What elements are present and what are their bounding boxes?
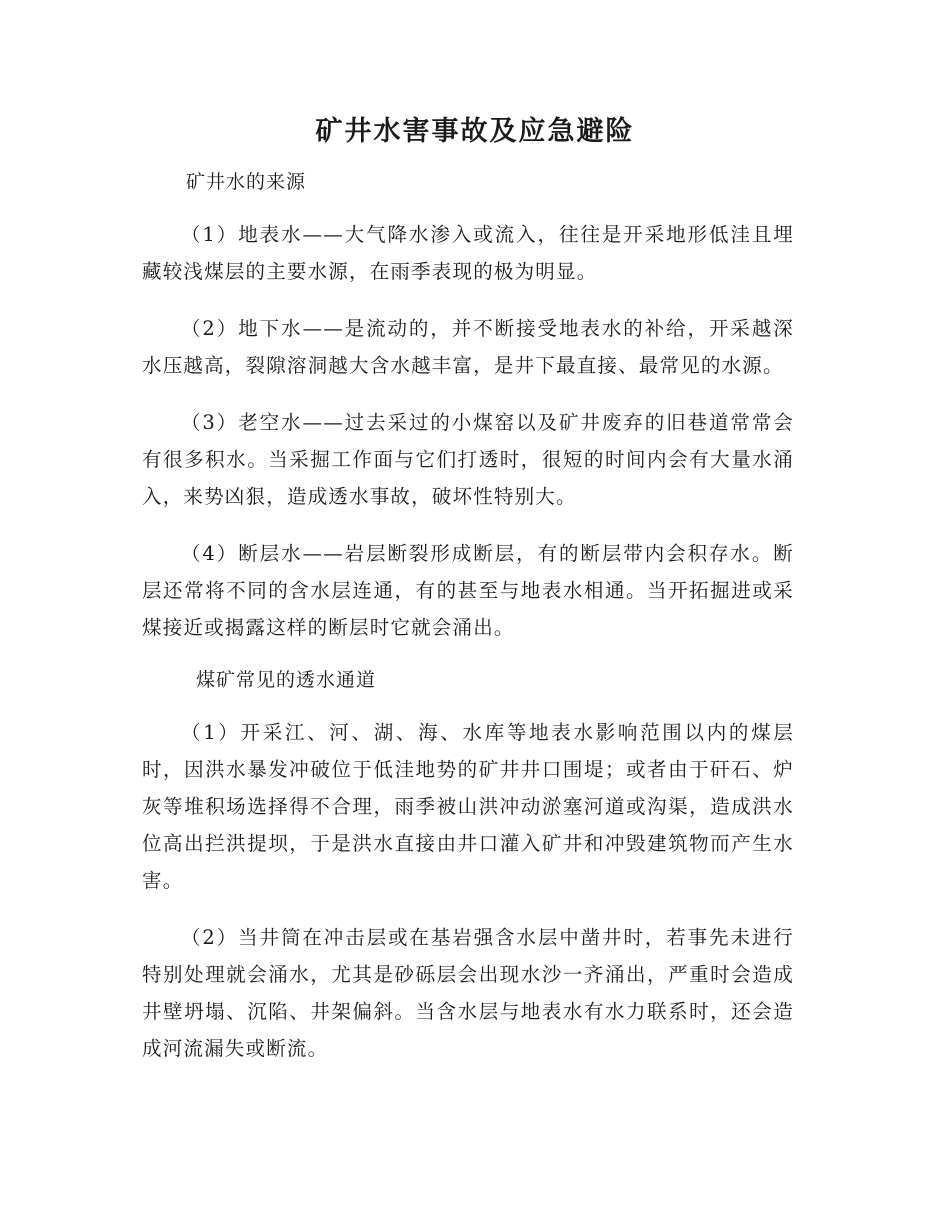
section-heading-water-sources: 矿井水的来源 xyxy=(186,171,307,193)
document-title: 矿井水害事故及应急避险 xyxy=(315,116,635,147)
paragraph-surface-water: （1）地表水——大气降水渗入或流入，往往是开采地形低洼且埋藏较浅煤层的主要水源，在雨季表现的极为明显。 xyxy=(142,223,794,283)
paragraph-groundwater: （2）地下水——是流动的，并不断接受地表水的补给，开采越深水压越高，裂隙溶洞越大含水越丰富，是井下最直接、最常见的水源。 xyxy=(142,317,794,377)
paragraph-old-goaf-water: （3）老空水——过去采过的小煤窑以及矿井废弃的旧巷道常常会有很多积水。当采掘工作面与它们打透时，很短的时间内会有大量水涌入，来势凶狠，造成透水事故，破坏性特别大。 xyxy=(142,411,794,508)
paragraph-shaft-sinking-channel: （2）当井筒在冲击层或在基岩强含水层中凿井时，若事先未进行特别处理就会涌水，尤其是砂砾层会出现水沙一齐涌出，严重时会造成井壁坍塌、沉陷、井架偏斜。当含水层与地表水有水力联系时，还会造成河流漏失或断流。 xyxy=(142,926,794,1060)
section-heading-water-channels: 煤矿常见的透水通道 xyxy=(196,669,377,691)
paragraph-surface-flood-channel: （1）开采江、河、湖、海、水库等地表水影响范围以内的煤层时，因洪水暴发冲破位于低洼地势的矿井井口围堤；或者由于矸石、炉灰等堆积场选择得不合理，雨季被山洪冲动淤塞河道或沟渠，造成洪水位高出拦洪提坝，于是洪水直接由井口灌入矿井和冲毁建筑物而产生水害。 xyxy=(142,721,794,892)
document-body xyxy=(142,168,794,1087)
paragraph-fault-water: （4）断层水——岩层断裂形成断层，有的断层带内会积存水。断层还常将不同的含水层连通，有的甚至与地表水相通。当开拓掘进或采煤接近或揭露这样的断层时它就会涌出。 xyxy=(142,542,794,639)
